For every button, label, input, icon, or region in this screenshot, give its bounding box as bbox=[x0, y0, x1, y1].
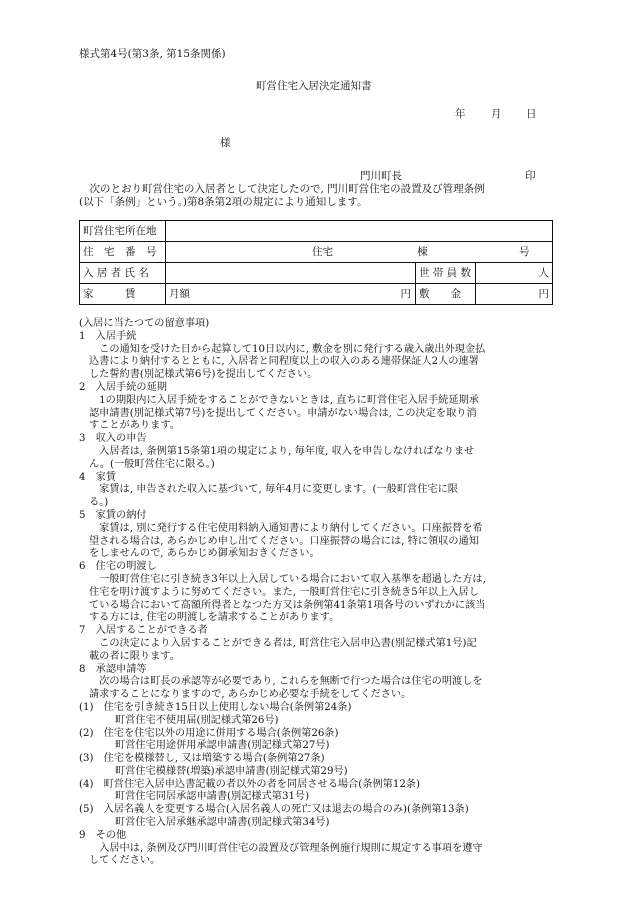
note-line: ん。(一般町営住宅に限る。) bbox=[89, 458, 215, 470]
date-day-label: 日 bbox=[526, 108, 537, 120]
jutaku-label: 住宅 bbox=[312, 246, 333, 258]
date-month-label: 月 bbox=[491, 108, 502, 120]
note-line: る。) bbox=[89, 497, 109, 509]
intro-paragraph bbox=[79, 183, 555, 209]
note-heading: 6 住宅の明渡し bbox=[79, 561, 157, 573]
note-line: ている場合において高額所得者となつた方又は条例第41条第1項各号のいずれかに該当 bbox=[89, 599, 486, 611]
note-form-name: 町営住宅用途併用承認申請書(別記様式第27号) bbox=[115, 740, 330, 752]
deposit-label: 敷 金 bbox=[416, 284, 476, 305]
date-year-label: 年 bbox=[455, 108, 466, 120]
note-line: すことがあります。 bbox=[89, 420, 180, 432]
note-line: 次の場合は町長の承認等が必要であり, これらを無断で行つた場合は住宅の明渡しを bbox=[89, 676, 483, 688]
note-line: この通知を受けた日から起算して10日以内に, 敷金を別に発行する歳入歳出外現金払 bbox=[89, 343, 486, 355]
location-value bbox=[166, 221, 553, 242]
note-heading: 1 入居手続 bbox=[79, 330, 137, 342]
go-label: 号 bbox=[519, 246, 530, 258]
note-form-name: 町営住宅模様替(増築)承認申請書(別記様式第29号) bbox=[115, 765, 348, 777]
location-label: 町営住宅所在地 bbox=[80, 221, 166, 242]
note-line: この決定により入居することができる者は, 町営住宅入居申込書(別記様式第1号)記 bbox=[89, 637, 477, 649]
tenant-info-table bbox=[79, 220, 553, 305]
note-line: 込書により納付するとともに, 入居者と同程度以上の収入のある連帯保証人2人の連署 bbox=[89, 356, 479, 368]
rent-value bbox=[166, 284, 416, 305]
form-number-label: 様式第4号(第3条, 第15条関係) bbox=[79, 48, 226, 60]
person-unit: 人 bbox=[476, 263, 553, 284]
table-row bbox=[80, 284, 553, 305]
note-line: 住宅を明け渡すように努めてください。また, 一般町営住宅に引き続き5年以上入居し bbox=[89, 586, 479, 598]
note-line: をしませんので, あらかじめ御承知おきください。 bbox=[89, 548, 320, 560]
house-number-value bbox=[166, 242, 553, 263]
intro-line: 次のとおり町営住宅の入居者として決定したので, 門川町営住宅の設置及び管理条例 bbox=[79, 183, 485, 195]
mune-label: 棟 bbox=[417, 246, 428, 258]
table-row bbox=[80, 263, 553, 284]
note-line: 認申請書(別記様式第7号)を提出してください。申請がない場合は, この決定を取り消 bbox=[89, 407, 477, 419]
note-subitem: (3) 住宅を模様替し, 又は増築する場合(条例第27条) bbox=[79, 753, 325, 765]
addressee-suffix: 様 bbox=[220, 137, 231, 149]
note-line: 家賃は, 別に発行する住宅使用料納入通知書により納付してください。口座振替を希 bbox=[89, 522, 483, 534]
note-line: 望される場合は, あらかじめ申し出てください。口座振替の場合には, 特に領収の通知 bbox=[89, 535, 479, 547]
rent-label: 家 賃 bbox=[80, 284, 166, 305]
note-heading: 9 その他 bbox=[79, 829, 127, 841]
note-line: 1の期限内に入居手続をすることができないときは, 直ちに町営住宅入居手続延期承 bbox=[89, 394, 479, 406]
monthly-label: 月額 bbox=[169, 287, 190, 300]
note-heading: 7 入居することができる者 bbox=[79, 625, 208, 637]
note-subitem: (4) 町営住宅入居申込書記載の者以外の者を同居させる場合(条例第12条) bbox=[79, 778, 420, 790]
note-heading: 3 収入の申告 bbox=[79, 433, 147, 445]
house-number-label: 住 宅 番 号 bbox=[80, 242, 166, 263]
note-line: した誓約書(別記様式第6号)を提出してください。 bbox=[89, 369, 318, 381]
note-heading: 8 承認申請等 bbox=[79, 663, 147, 675]
deposit-yen-unit: 円 bbox=[476, 284, 553, 305]
note-heading: 2 入居手続の延期 bbox=[79, 381, 167, 393]
table-row bbox=[80, 221, 553, 242]
seal-mark: 印 bbox=[525, 170, 536, 182]
note-subitem: (1) 住宅を引き続き15日以上使用しない場合(条例第24条) bbox=[79, 701, 352, 713]
note-line: してください。 bbox=[89, 855, 161, 867]
note-line: 載の者に限ります。 bbox=[89, 650, 180, 662]
note-heading: 5 家賃の納付 bbox=[79, 509, 147, 521]
resident-name-label: 入 居 者 氏 名 bbox=[80, 263, 166, 284]
notes-heading: (入居に当たつての留意事項) bbox=[79, 318, 210, 329]
note-heading: 4 家賃 bbox=[79, 471, 117, 483]
note-subitem: (5) 入居名義人を変更する場合(入居名義人の死亡又は退去の場合のみ)(条例第13条) bbox=[79, 804, 469, 816]
note-form-name: 町営住宅同居承認申請書(別記様式第31号) bbox=[115, 791, 310, 803]
issuer-name: 門川町長 bbox=[360, 170, 402, 182]
note-subitem: (2) 住宅を住宅以外の用途に併用する場合(条例第26条) bbox=[79, 727, 339, 739]
rent-yen-unit: 円 bbox=[400, 288, 411, 300]
note-line: する方には, 住宅の明渡しを請求することがあります。 bbox=[89, 612, 340, 624]
note-line: 入居者は, 条例第15条第1項の規定により, 毎年度, 収入を申告しなければなりませ bbox=[89, 445, 475, 457]
document-title: 町営住宅入居決定通知書 bbox=[256, 80, 372, 92]
note-line: 一般町営住宅に引き続き3年以上入居している場合において収入基準を超過した方は, bbox=[89, 573, 486, 585]
note-form-name: 町営住宅不使用届(別記様式第26号) bbox=[115, 714, 279, 726]
note-line: 請求することになりますので, あらかじめ必要な手続をしてください。 bbox=[89, 689, 412, 701]
note-line: 入居中は, 条例及び門川町営住宅の設置及び管理条例施行規則に規定する事項を遵守 bbox=[89, 842, 483, 854]
note-line: 家賃は, 申告された収入に基づいて, 毎年4月に変更します。(一般町営住宅に限 bbox=[89, 484, 458, 496]
table-row bbox=[80, 242, 553, 263]
notes-section bbox=[79, 317, 555, 867]
note-form-name: 町営住宅入居承継承認申請書(別記様式第34号) bbox=[115, 817, 330, 829]
household-count-label: 世 帯 員 数 bbox=[416, 263, 476, 284]
intro-line: (以下「条例」という。)第8条第2項の規定により通知します。 bbox=[79, 196, 368, 208]
resident-name-value bbox=[166, 263, 416, 284]
